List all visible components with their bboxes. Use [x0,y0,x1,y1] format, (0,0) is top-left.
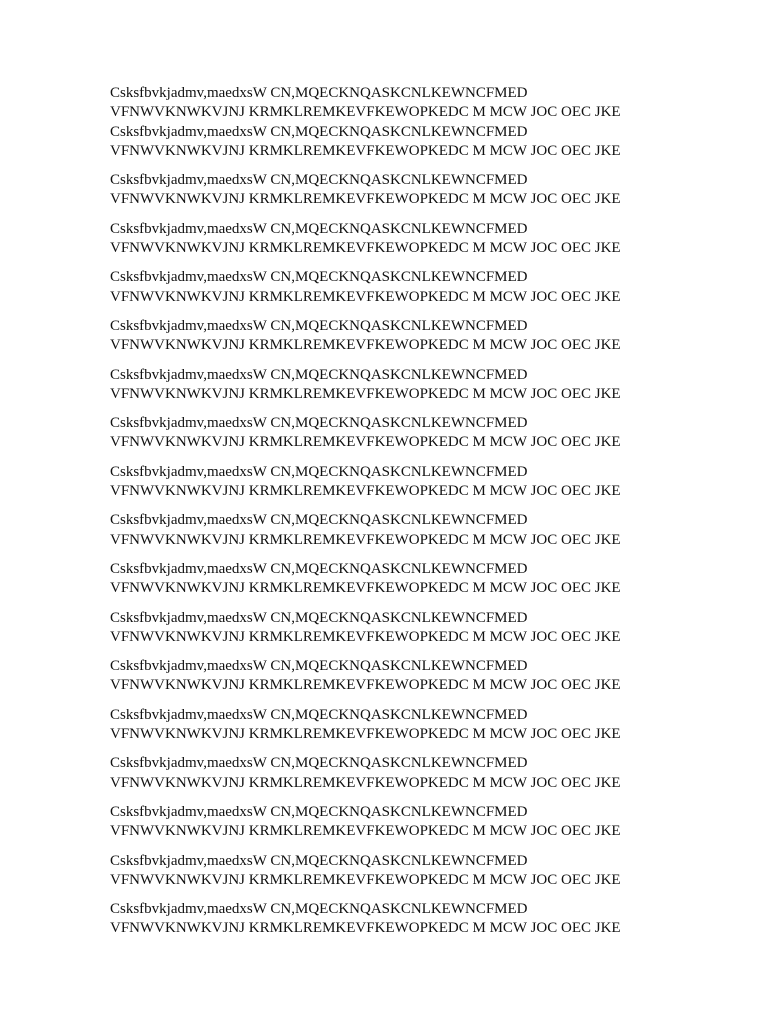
paragraph [110,560,750,599]
text-line-lower: VFNWVKNWKVJNJ KRMKLREMKEVFKEWOPKEDC M MCW JOC OEC JKE [110,288,621,305]
text-line-lower: VFNWVKNWKVJNJ KRMKLREMKEVFKEWOPKEDC M MCW JOC OEC JKE [110,531,621,548]
text-line-upper: Csksfbvkjadmv,maedxsW CN,MQECKNQASKCNLKEWNCFMED [110,123,528,140]
text-line-lower: VFNWVKNWKVJNJ KRMKLREMKEVFKEWOPKEDC M MCW JOC OEC JKE [110,191,621,208]
document-body [110,84,750,949]
text-line-upper: Csksfbvkjadmv,maedxsW CN,MQECKNQASKCNLKEWNCFMED [110,463,528,480]
text-line-upper: Csksfbvkjadmv,maedxsW CN,MQECKNQASKCNLKEWNCFMED [110,269,528,286]
text-line-lower: VFNWVKNWKVJNJ KRMKLREMKEVFKEWOPKEDC M MCW JOC OEC JKE [110,774,621,791]
paragraph [110,609,750,648]
paragraph [110,463,750,502]
paragraph [110,268,750,307]
text-line-upper: Csksfbvkjadmv,maedxsW CN,MQECKNQASKCNLKEWNCFMED [110,512,528,529]
text-line-upper: Csksfbvkjadmv,maedxsW CN,MQECKNQASKCNLKEWNCFMED [110,755,528,772]
text-line-lower: VFNWVKNWKVJNJ KRMKLREMKEVFKEWOPKEDC M MCW JOC OEC JKE [110,920,621,937]
text-line-upper: Csksfbvkjadmv,maedxsW CN,MQECKNQASKCNLKEWNCFMED [110,560,528,577]
paragraph [110,803,750,842]
text-line-upper: Csksfbvkjadmv,maedxsW CN,MQECKNQASKCNLKEWNCFMED [110,852,528,869]
text-line-lower: VFNWVKNWKVJNJ KRMKLREMKEVFKEWOPKEDC M MCW JOC OEC JKE [110,726,621,743]
paragraph [110,317,750,356]
paragraph [110,754,750,793]
paragraph [110,511,750,550]
text-line-lower: VFNWVKNWKVJNJ KRMKLREMKEVFKEWOPKEDC M MCW JOC OEC JKE [110,483,621,500]
text-line-upper: Csksfbvkjadmv,maedxsW CN,MQECKNQASKCNLKEWNCFMED [110,220,528,237]
paragraph [110,852,750,891]
paragraph [110,900,750,939]
text-line-lower: VFNWVKNWKVJNJ KRMKLREMKEVFKEWOPKEDC M MCW JOC OEC JKE [110,104,621,121]
text-line-lower: VFNWVKNWKVJNJ KRMKLREMKEVFKEWOPKEDC M MCW JOC OEC JKE [110,240,621,257]
paragraph [110,414,750,453]
paragraph [110,220,750,259]
text-line-upper: Csksfbvkjadmv,maedxsW CN,MQECKNQASKCNLKEWNCFMED [110,706,528,723]
text-line-lower: VFNWVKNWKVJNJ KRMKLREMKEVFKEWOPKEDC M MCW JOC OEC JKE [110,628,621,645]
text-line-lower: VFNWVKNWKVJNJ KRMKLREMKEVFKEWOPKEDC M MCW JOC OEC JKE [110,385,621,402]
paragraph [110,366,750,405]
text-line-lower: VFNWVKNWKVJNJ KRMKLREMKEVFKEWOPKEDC M MCW JOC OEC JKE [110,823,621,840]
text-line-lower: VFNWVKNWKVJNJ KRMKLREMKEVFKEWOPKEDC M MCW JOC OEC JKE [110,677,621,694]
text-line-upper: Csksfbvkjadmv,maedxsW CN,MQECKNQASKCNLKEWNCFMED [110,85,528,101]
paragraph [110,123,750,162]
paragraph [110,171,750,210]
text-line-upper: Csksfbvkjadmv,maedxsW CN,MQECKNQASKCNLKEWNCFMED [110,366,528,383]
text-line-lower: VFNWVKNWKVJNJ KRMKLREMKEVFKEWOPKEDC M MCW JOC OEC JKE [110,142,621,159]
text-line-upper: Csksfbvkjadmv,maedxsW CN,MQECKNQASKCNLKEWNCFMED [110,609,528,626]
text-line-upper: Csksfbvkjadmv,maedxsW CN,MQECKNQASKCNLKEWNCFMED [110,317,528,334]
paragraph [110,706,750,745]
text-line-upper: Csksfbvkjadmv,maedxsW CN,MQECKNQASKCNLKEWNCFMED [110,172,528,189]
text-line-upper: Csksfbvkjadmv,maedxsW CN,MQECKNQASKCNLKEWNCFMED [110,803,528,820]
paragraph [110,657,750,696]
text-line-upper: Csksfbvkjadmv,maedxsW CN,MQECKNQASKCNLKEWNCFMED [110,901,528,918]
paragraph [110,84,750,123]
text-line-lower: VFNWVKNWKVJNJ KRMKLREMKEVFKEWOPKEDC M MCW JOC OEC JKE [110,434,621,451]
text-line-lower: VFNWVKNWKVJNJ KRMKLREMKEVFKEWOPKEDC M MCW JOC OEC JKE [110,337,621,354]
text-line-upper: Csksfbvkjadmv,maedxsW CN,MQECKNQASKCNLKEWNCFMED [110,658,528,675]
text-line-lower: VFNWVKNWKVJNJ KRMKLREMKEVFKEWOPKEDC M MCW JOC OEC JKE [110,871,621,888]
text-line-lower: VFNWVKNWKVJNJ KRMKLREMKEVFKEWOPKEDC M MCW JOC OEC JKE [110,580,621,597]
text-line-upper: Csksfbvkjadmv,maedxsW CN,MQECKNQASKCNLKEWNCFMED [110,415,528,432]
